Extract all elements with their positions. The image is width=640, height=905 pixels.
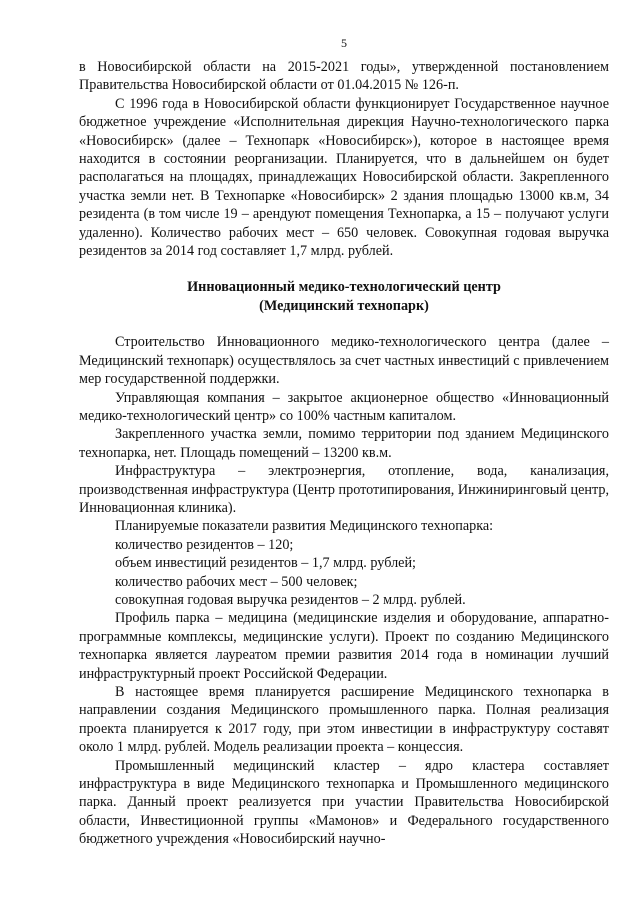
section-title-line-2: (Медицинский технопарк) [259,297,429,314]
intro-paragraph-2: С 1996 года в Новосибирской области функционирует Государственное научное бюджетное учреждение «Исполнительная дирекция Научно-технологического парка «Новосибирск» (далее – Технопарк «Новосибирск»), которое в настоящее время находится в состоянии реорганизации. Планируется, что в дальнейшем он будет располагаться на площадях, принадлежащих Новосибирской области. Закрепленного участка земли нет. В Технопарке «Новосибирск» 2 здания площадью 13000 кв.м, 34 резидента (в том числе 19 – арендуют помещения Технопарка, а 15 – получают услуги удаленно). Количество рабочих мест – 650 человек. Совокупная годовая выручка резидентов за 2014 год составляет 1,7 млрд. рублей. [79,95,609,260]
section-paragraph-4: Инфраструктура – электроэнергия, отопление, вода, канализация, производственная инфраструктура (Центр прототипирования, Инжиниринговый центр, Инновационная клиника). [79,463,609,516]
section-paragraph-5: Планируемые показатели развития Медицинского технопарка: [115,518,494,535]
section-paragraph-1: Строительство Инновационного медико-технологического центра (далее – Медицинский технопарк) осуществлялось за счет частных инвестиций с привлечением мер государственной поддержки. [79,334,609,388]
section-paragraph-2: Управляющая компания – закрытое акционерное общество «Инновационный медико-технологический центр» со 100% частным капиталом. [79,389,609,424]
page-number: 5 [341,36,347,50]
section-heading [79,278,609,315]
list-item: количество рабочих мест – 500 человек; [115,573,358,590]
section-paragraph-7: В настоящее время планируется расширение Медицинского технопарка в направлении создания Медицинского промышленного парка. Полная реализация проекта планируется к 2017 году, при этом инвестиции в инфраструктуру составят около 1 млрд. рублей. Модель реализации проекта – концессия. [79,684,609,756]
section-title-line-1: Инновационный медико-технологический центр [187,279,501,296]
list-item: совокупная годовая выручка резидентов – 2 млрд. рублей. [115,591,466,608]
section-paragraph-3: Закрепленного участка земли, помимо территории под зданием Медицинского технопарка, нет. Площадь помещений – 13200 кв.м. [79,426,609,461]
list-item: объем инвестиций резидентов – 1,7 млрд. рублей; [115,555,416,572]
document-page [79,36,609,849]
intro-paragraph-1: в Новосибирской области на 2015-2021 годы», утвержденной постановлением Правительства Новосибирской области от 01.04.2015 № 126-п. [79,59,609,94]
section-paragraph-6: Профиль парка – медицина (медицинские изделия и оборудование, аппаратно-программные комплексы, медицинские услуги). Проект по созданию Медицинского технопарка является лауреатом премии развития 2014 года в номинации лучший инфраструктурный проект Российской Федерации. [79,610,609,682]
list-item: количество резидентов – 120; [115,536,294,553]
section-paragraph-8: Промышленный медицинский кластер – ядро кластера составляет инфраструктура в виде Медицинского технопарка и Промышленного медицинского парка. Данный проект реализуется при участии Правительства Новосибирской области, Инвестиционной группы «Мамонов» и Федерального государственного бюджетного учреждения «Новосибирский научно- [79,757,609,848]
